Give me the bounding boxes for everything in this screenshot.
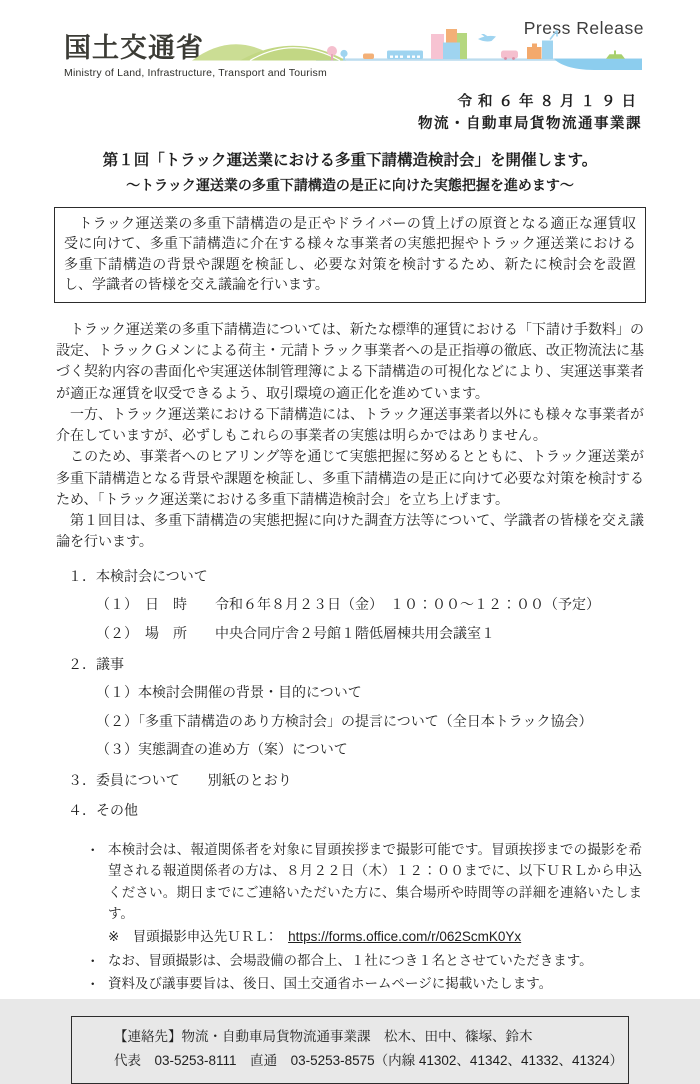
body-text (56, 319, 644, 553)
factory-icon (527, 44, 542, 60)
section-heading: １．本検討会について (68, 567, 208, 584)
section-item: （２）「多重下請構造のあり方検討会」の提言について（全日本トラック協会） (96, 712, 593, 729)
bus-icon (501, 51, 518, 59)
note-text: なお、冒頭撮影は、会場設備の都合上、１社につき１名とさせていただきます。 (108, 952, 593, 968)
url-note (108, 926, 642, 947)
document-subtitle: ～トラック運送業の多重下請構造の是正に向けた実態把握を進めます～ (126, 177, 574, 194)
summary-box: トラック運送業の多重下請構造の是正やドライバーの賃上げの原資となる適正な運賃収受に向けて、多重下請構造に介在する様々な事業者の実態把握やトラック運送業における多重下請構造の背景や課題を検証し、必要な対策を検討するため、新たに検討会を設置し、学識者の皆様を交え議論を行います。 (54, 207, 646, 303)
header (0, 0, 700, 88)
paragraph: 第１回目は、多重下請構造の実態把握に向けた調査方法等について、学識者の皆様を交え議論を行います。 (56, 512, 644, 550)
section-heading: ２．議事 (68, 655, 124, 672)
water-icon (554, 59, 642, 70)
building-icon (443, 43, 460, 60)
application-url-link[interactable]: https://forms.office.com/r/062ScmK0Yx (288, 929, 522, 945)
plane-icon (478, 34, 496, 41)
factory-icon (542, 41, 553, 60)
section-item: （３）実態調査の進め方（案）について (96, 741, 348, 758)
note-text: 本検討会は、報道関係者を対象に冒頭挨拶まで撮影可能です。冒頭挨拶までの撮影を希望される報道関係者の方は、８月２２日（木）１２：００までに、以下ＵＲＬから申込ください。期日までにご連絡いただいた方に、集合場所や時間等の詳細を連絡いたします。 (108, 842, 642, 922)
bullet-dot: ・ (86, 977, 100, 993)
contact-line2: 代表 03-5253-8111 直通 03-5253-8575（内線 41302、41342、41332、41324） (114, 1053, 624, 1068)
note-item (86, 950, 642, 971)
section-item: （２） 場 所 中央合同庁舎２号館１階低層棟共用会議室１ (96, 624, 495, 641)
paragraph: トラック運送業の多重下請構造については、新たな標準的運賃における「下請け手数料」の設定、トラックＧメンによる荷主・元請トラック事業者への是正指導の徹底、改正物流法に基づく契約内容の書面化や実運送体制管理簿による下請構造の可視化などにより、実運送事業者が適正な運賃を収受できるよう、取引環境の適正化を進めています。 (56, 320, 644, 401)
car-icon (363, 54, 374, 60)
section-item: （１）本検討会開催の背景・目的について (96, 684, 362, 701)
agenda-sections (68, 567, 646, 821)
release-date: 令和６年８月１９日 (457, 94, 642, 110)
title-block (0, 150, 700, 196)
contact-line1: 【連絡先】物流・自動車局貨物流通事業課 松木、田中、篠塚、鈴木 (114, 1029, 533, 1045)
date-block (0, 92, 642, 136)
note-item (86, 839, 642, 924)
agency-name-english: Ministry of Land, Infrastructure, Transport and Tourism (64, 66, 327, 79)
paragraph: 一方、トラック運送業における下請構造には、トラック運送事業者以外にも様々な事業者が介在していますが、必ずしもこれらの事業者の実態は明らかではありません。 (56, 405, 644, 444)
contact-box (71, 1016, 629, 1083)
agency-name: 国土交通省 (64, 33, 204, 63)
building-icon (431, 34, 444, 59)
section-heading: ３．委員について 別紙のとおり (68, 771, 292, 788)
bullet-dot: ・ (86, 843, 100, 859)
note-text: 資料及び議事要旨は、後日、国土交通省ホームページに掲載いたします。 (108, 976, 553, 992)
issuing-department: 物流・自動車局貨物流通事業課 (418, 115, 642, 132)
crane-icon (550, 31, 557, 40)
press-release-label: Press Release (523, 18, 644, 38)
ship-icon (606, 54, 625, 59)
bullet-dot: ・ (86, 953, 100, 969)
document-title: 第１回「トラック運送業における多重下請構造検討会」を開催します。 (102, 151, 598, 169)
notes-list (86, 839, 642, 994)
section-heading: ４．その他 (68, 802, 138, 819)
skyline-illustration (190, 26, 642, 70)
note-item (86, 973, 642, 994)
section-item: （１） 日 時 令和６年８月２３日（金） １０：００～１２：００（予定） (96, 596, 600, 613)
url-note-prefix: ※ 冒頭撮影申込先ＵＲＬ： (108, 929, 289, 945)
paragraph: このため、事業者へのヒアリング等を通じて実態把握に努めるとともに、トラック運送業が多重下請構造となる背景や課題を検証し、多重下請構造の是正に向けて必要な対策を検討するため、「トラック運送業における多重下請構造検討会」を立ち上げます。 (56, 448, 644, 507)
